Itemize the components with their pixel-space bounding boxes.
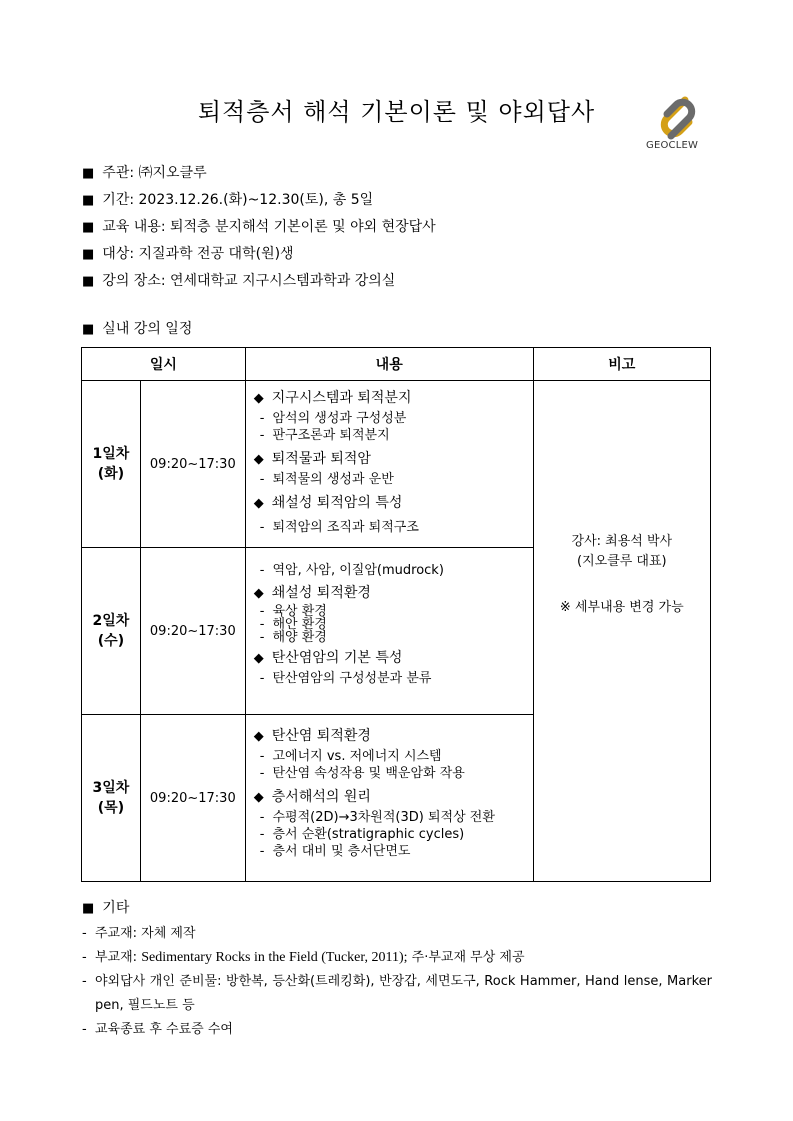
schedule-heading: ■ 실내 강의 일정	[82, 321, 193, 337]
topic-heading: ◆ 쇄설성 퇴적환경	[253, 585, 371, 601]
diamond-bullet-icon: ◆	[253, 391, 264, 406]
info-period: ■ 기간: 2023.12.26.(화)~12.30(토), 총 5일	[82, 192, 374, 208]
textbook-title: Sedimentary Rocks in the Field (Tucker, 2011);	[141, 950, 408, 965]
time-cell: 09:20~17:30	[140, 715, 245, 882]
course-info	[82, 160, 436, 295]
logo-text: GEOCLEW	[646, 140, 699, 151]
topic-item: - 층서 대비 및 층서단면도	[259, 844, 411, 859]
time-cell: 09:20~17:30	[140, 381, 245, 548]
topic-item: - 퇴적물의 생성과 운반	[259, 472, 394, 487]
topic-heading: ◆ 지구시스템과 퇴적분지	[253, 390, 412, 406]
topic-item: - 탄산염 속성작용 및 백운암화 작용	[259, 766, 465, 781]
column-header-note: 비고	[533, 348, 710, 381]
diamond-bullet-icon: ◆	[253, 790, 264, 805]
topic-item: - 수평적(2D)→3차원적(3D) 퇴적상 전환	[259, 810, 495, 825]
content-cell	[245, 548, 533, 715]
content-cell	[245, 381, 533, 548]
content-cell	[245, 715, 533, 882]
info-host: ■ 주관: ㈜지오클루	[82, 165, 207, 181]
lecturer-affiliation: (지오클루 대표)	[577, 554, 667, 569]
diamond-bullet-icon: ◆	[253, 452, 264, 467]
topic-item: - 층서 순환(stratigraphic cycles)	[259, 827, 465, 842]
info-target: ■ 대상: 지질과학 전공 대학(원)생	[82, 246, 294, 262]
topic-item: - 탄산염암의 구성성분과 분류	[259, 671, 432, 686]
day-cell: 3일차 (목)	[82, 715, 141, 882]
topic-heading: ◆ 탄산염 퇴적환경	[253, 728, 371, 744]
time-cell: 09:20~17:30	[140, 548, 245, 715]
note-cell	[533, 381, 710, 882]
schedule-table	[81, 347, 711, 882]
remark-text: ※ 세부내용 변경 가능	[559, 600, 684, 615]
list-item: - 야외답사 개인 준비물: 방한복, 등산화(트레킹화), 반장갑, 세면도구, Rock Hammer, Hand lense, Marker pen, 필드노트 등	[82, 974, 712, 1013]
topic-item: - 해안 환경	[259, 617, 327, 632]
square-bullet-icon: ■	[82, 166, 95, 181]
topic-heading: ◆ 퇴적물과 퇴적암	[253, 451, 371, 467]
topic-item: - 육상 환경	[259, 604, 327, 619]
square-bullet-icon: ■	[82, 274, 95, 289]
diamond-bullet-icon: ◆	[253, 496, 264, 511]
column-header-content: 내용	[245, 348, 533, 381]
diamond-bullet-icon: ◆	[253, 586, 264, 601]
etc-heading: ■ 기타	[82, 900, 130, 916]
topic-heading: ◆ 층서해석의 원리	[253, 789, 371, 805]
topic-item: - 퇴적암의 조직과 퇴적구조	[259, 520, 419, 535]
day-cell: 2일차 (수)	[82, 548, 141, 715]
table-header-row	[82, 348, 711, 381]
list-item: - 주교재: 자체 제작	[82, 926, 196, 941]
list-item: - 부교재: Sedimentary Rocks in the Field (Tucker, 2011); 주·부교재 무상 제공	[82, 950, 525, 965]
topic-item: - 역암, 사암, 이질암(mudrock)	[259, 563, 444, 578]
info-venue: ■ 강의 장소: 연세대학교 지구시스템과학과 강의실	[82, 273, 396, 289]
topic-item: - 판구조론과 퇴적분지	[259, 428, 390, 443]
square-bullet-icon: ■	[82, 247, 95, 262]
list-item: - 교육종료 후 수료증 수여	[82, 1022, 233, 1037]
square-bullet-icon: ■	[82, 220, 95, 235]
column-header-date: 일시	[82, 348, 246, 381]
topic-item: - 해양 환경	[259, 630, 327, 645]
topic-heading: ◆ 탄산염암의 기본 특성	[253, 650, 403, 666]
topic-item: - 고에너지 vs. 저에너지 시스템	[259, 749, 442, 764]
lecturer-text: 강사: 최용석 박사	[571, 534, 673, 549]
page-title: 퇴적층서 해석 기본이론 및 야외답사	[197, 98, 596, 126]
diamond-bullet-icon: ◆	[253, 729, 264, 744]
topic-item: - 암석의 생성과 구성성분	[259, 411, 407, 426]
info-content: ■ 교육 내용: 퇴적층 분지해석 기본이론 및 야외 현장답사	[82, 219, 436, 235]
square-bullet-icon: ■	[82, 322, 95, 337]
square-bullet-icon: ■	[82, 901, 95, 916]
table-row	[82, 381, 711, 548]
square-bullet-icon: ■	[82, 193, 95, 208]
etc-list	[82, 922, 712, 1042]
diamond-bullet-icon: ◆	[253, 651, 264, 666]
topic-heading: ◆ 쇄설성 퇴적암의 특성	[253, 495, 403, 511]
day-cell: 1일차 (화)	[82, 381, 141, 548]
